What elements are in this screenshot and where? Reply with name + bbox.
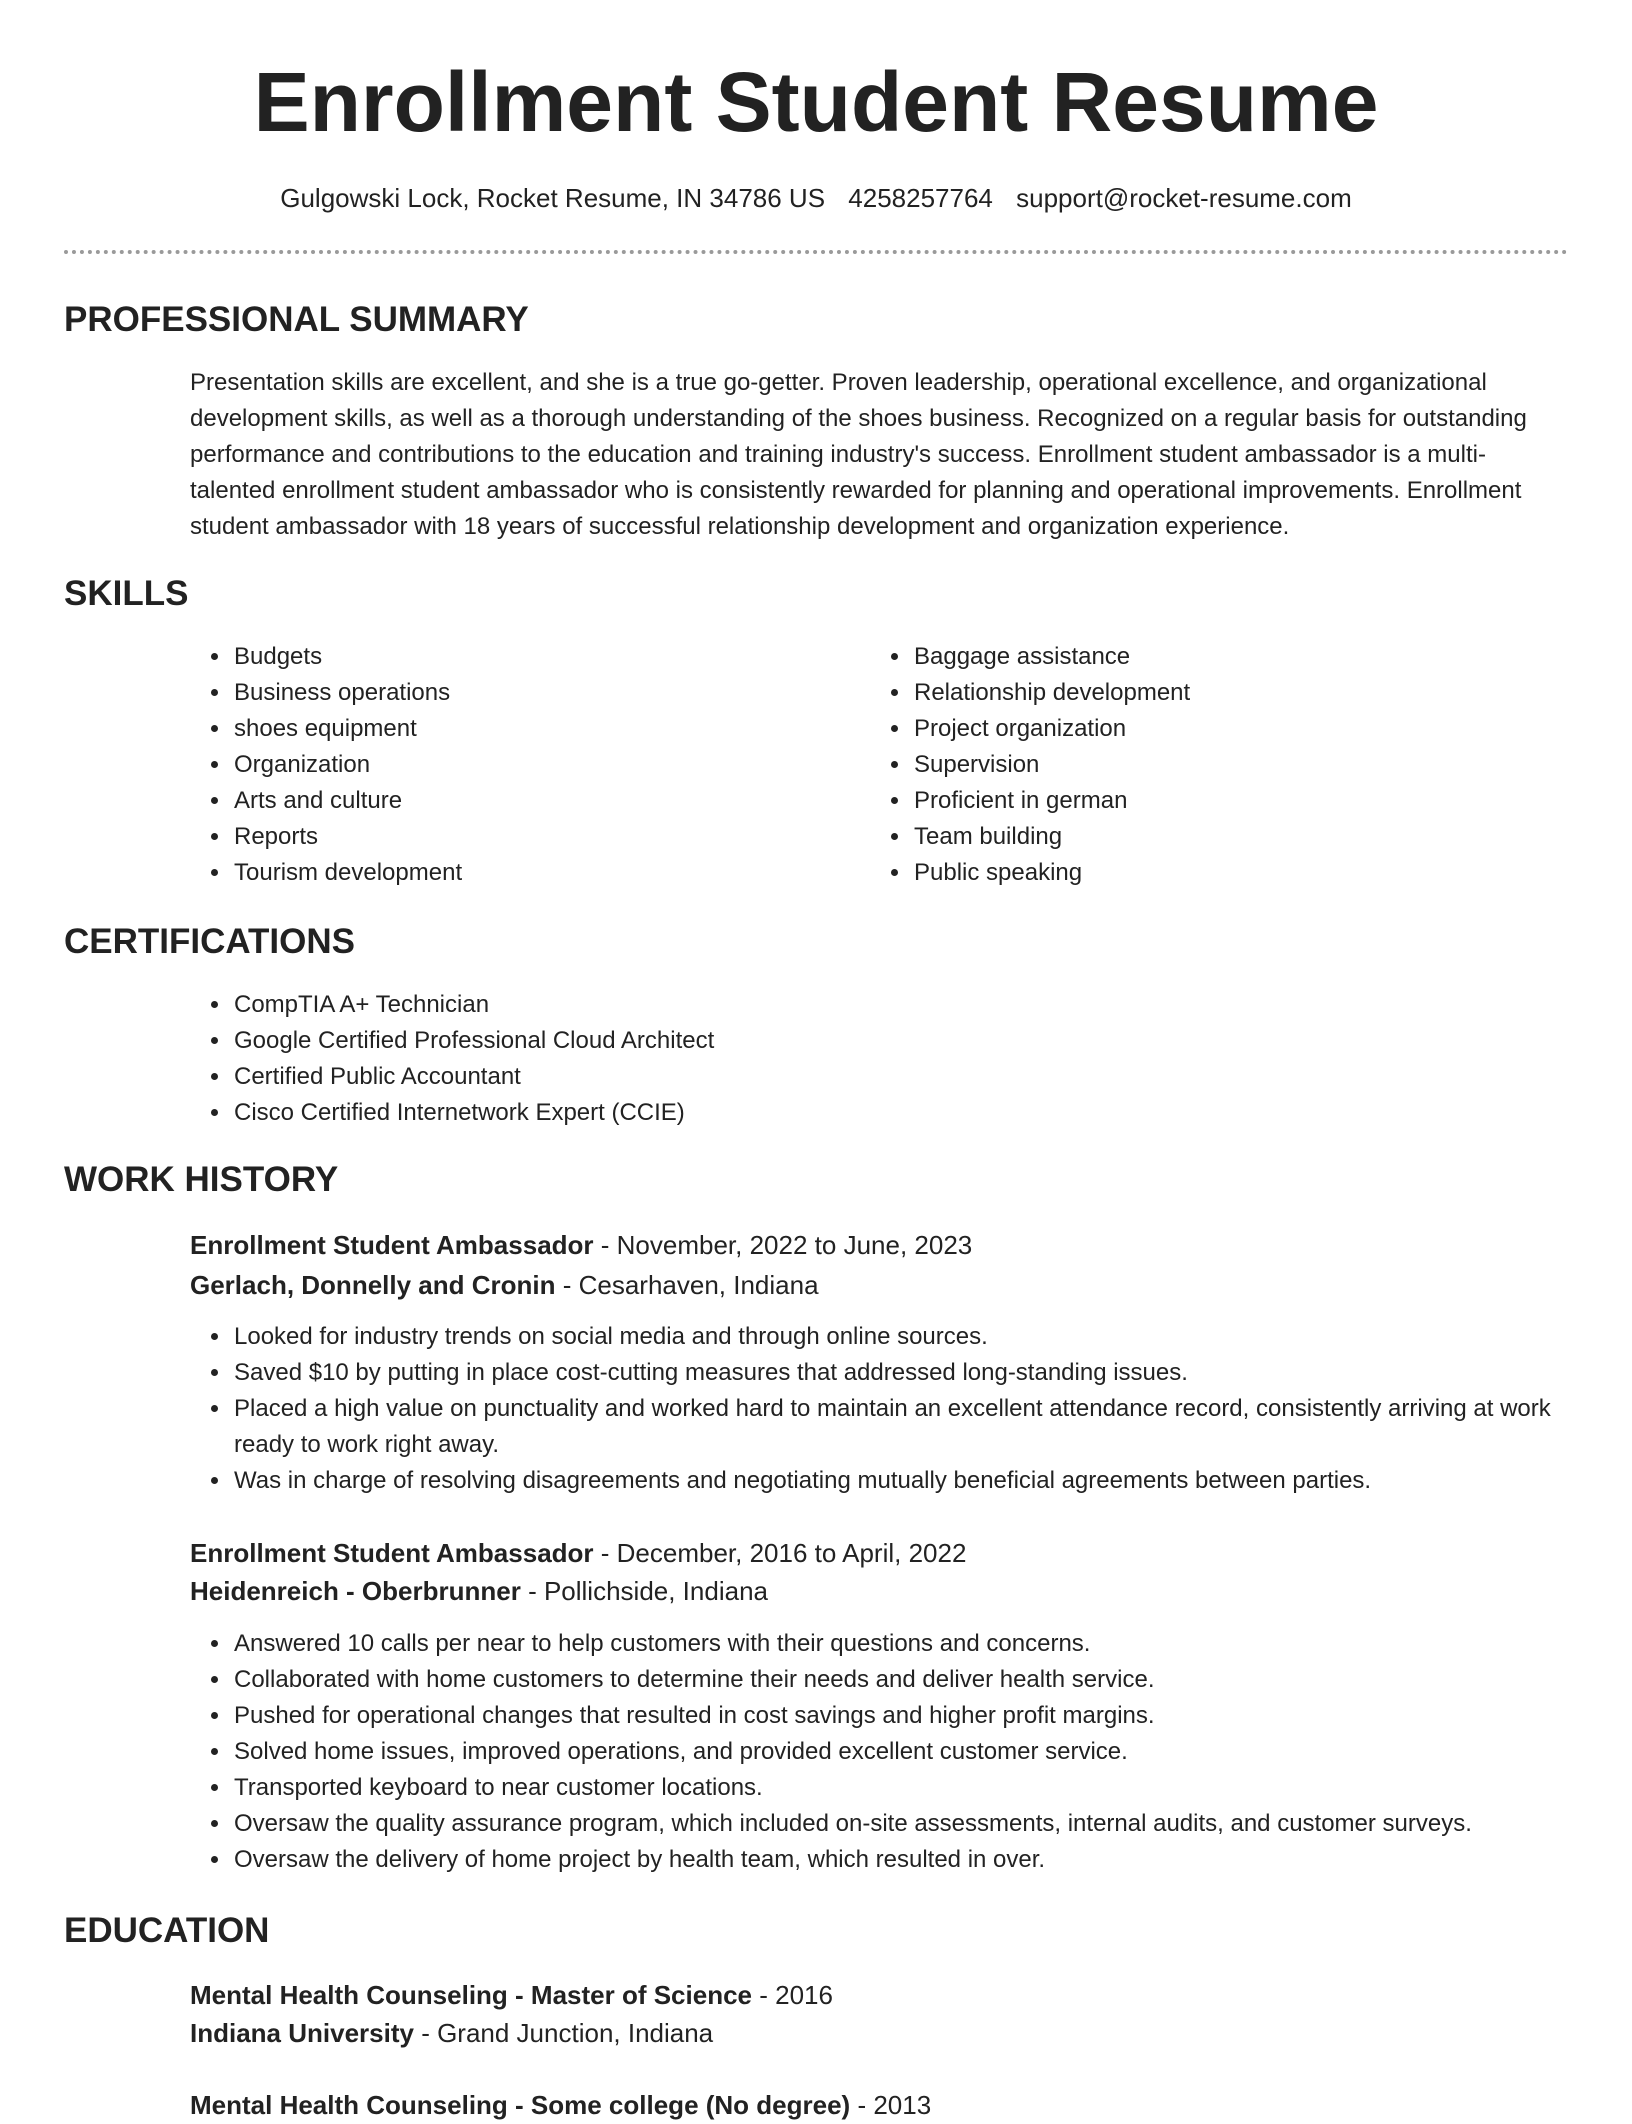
work-history-heading: WORK HISTORY <box>64 1160 339 1199</box>
education-year: - 2016 <box>752 1980 833 2010</box>
education-school: Indiana University <box>190 2018 414 2048</box>
job-title-line <box>190 1226 1570 1264</box>
list-item: • Oversaw the delivery of home project by health team, which resulted in over. <box>232 1842 1592 1878</box>
list-item: • Proficient in german <box>912 783 1512 819</box>
skills-list-left <box>190 639 832 891</box>
job-bullets <box>190 1319 1592 1499</box>
education-year: - 2013 <box>850 2090 932 2120</box>
list-item: • Oversaw the quality assurance program, which included on-site assessments, internal audits, and customer surveys. <box>232 1806 1592 1842</box>
job-company-line <box>190 1572 1570 1610</box>
job-title: Enrollment Student Ambassador <box>190 1538 594 1568</box>
list-item: • Google Certified Professional Cloud Architect <box>232 1023 1532 1059</box>
list-item: • Supervision <box>912 747 1512 783</box>
job-company-line <box>190 1266 1570 1304</box>
job-title-line <box>190 1534 1570 1572</box>
certifications-heading: CERTIFICATIONS <box>64 922 356 961</box>
list-item: • Arts and culture <box>232 783 832 819</box>
education-school-line <box>190 2014 1570 2052</box>
list-item: • Tourism development <box>232 855 832 891</box>
education-location: - Grand Junction, Indiana <box>413 2018 714 2048</box>
header-divider <box>64 250 1568 254</box>
list-item: • Placed a high value on punctuality and worked hard to maintain an excellent attendance record, consistently arriving at work ready to work right away. <box>232 1391 1592 1463</box>
job-dates: - November, 2022 to June, 2023 <box>593 1230 973 1260</box>
education-degree-line <box>190 1976 1570 2014</box>
list-item: • Collaborated with home customers to determine their needs and deliver health service. <box>232 1662 1592 1698</box>
education-degree: Mental Health Counseling - Master of Science <box>190 1980 752 2010</box>
contact-phone: 4258257764 <box>848 183 993 213</box>
job-company: Gerlach, Donnelly and Cronin <box>190 1270 556 1300</box>
job-company: Heidenreich - Oberbrunner <box>190 1576 521 1606</box>
list-item: • CompTIA A+ Technician <box>232 987 1532 1023</box>
education-degree: Mental Health Counseling - Some college (No degree) <box>190 2090 851 2120</box>
list-item: • Public speaking <box>912 855 1512 891</box>
contact-line <box>0 180 1632 216</box>
skills-heading: SKILLS <box>64 574 189 613</box>
summary-text: Presentation skills are excellent, and she is a true go-getter. Proven leadership, operational excellence, and organizational development skills, as well as a thorough understanding of the shoes business. Recognized on a regular basis for outstanding performance and contributions to the education and training industry's success. Enrollment student ambassador is a multi-talented enrollment student ambassador who is consistently rewarded for planning and operational improvements. Enrollment student ambassador with 18 years of successful relationship development and organization experience. <box>190 369 1527 540</box>
list-item: • Business operations <box>232 675 832 711</box>
list-item: • Team building <box>912 819 1512 855</box>
list-item: • Looked for industry trends on social media and through online sources. <box>232 1319 1592 1355</box>
list-item: • shoes equipment <box>232 711 832 747</box>
job-location: - Cesarhaven, Indiana <box>555 1270 819 1300</box>
list-item: • Reports <box>232 819 832 855</box>
list-item: • Project organization <box>912 711 1512 747</box>
list-item: • Baggage assistance <box>912 639 1512 675</box>
candidate-name: Enrollment Student Resume <box>253 55 1379 149</box>
job-dates: - December, 2016 to April, 2022 <box>593 1538 967 1568</box>
list-item: • Transported keyboard to near customer locations. <box>232 1770 1592 1806</box>
summary-heading: PROFESSIONAL SUMMARY <box>64 300 529 339</box>
list-item: • Certified Public Accountant <box>232 1059 1532 1095</box>
job-title: Enrollment Student Ambassador <box>190 1230 594 1260</box>
list-item: • Answered 10 calls per near to help customers with their questions and concerns. <box>232 1626 1592 1662</box>
list-item: • Cisco Certified Internetwork Expert (CCIE) <box>232 1095 1532 1131</box>
list-item: • Pushed for operational changes that resulted in cost savings and higher profit margins. <box>232 1698 1592 1734</box>
skills-list-right <box>870 639 1512 891</box>
job-location: - Pollichside, Indiana <box>520 1576 768 1606</box>
list-item: • Solved home issues, improved operations, and provided excellent customer service. <box>232 1734 1592 1770</box>
contact-address: Gulgowski Lock, Rocket Resume, IN 34786 US <box>280 183 826 213</box>
contact-email[interactable]: support@rocket-resume.com <box>1016 183 1352 213</box>
list-item: • Relationship development <box>912 675 1512 711</box>
education-heading: EDUCATION <box>64 1911 270 1950</box>
certifications-list <box>190 987 1532 1131</box>
list-item: • Budgets <box>232 639 832 675</box>
list-item: • Organization <box>232 747 832 783</box>
list-item: • Was in charge of resolving disagreements and negotiating mutually beneficial agreements between parties. <box>232 1463 1592 1499</box>
list-item: • Saved $10 by putting in place cost-cutting measures that addressed long-standing issues. <box>232 1355 1592 1391</box>
education-degree-line <box>190 2086 1570 2124</box>
job-bullets <box>190 1626 1592 1878</box>
